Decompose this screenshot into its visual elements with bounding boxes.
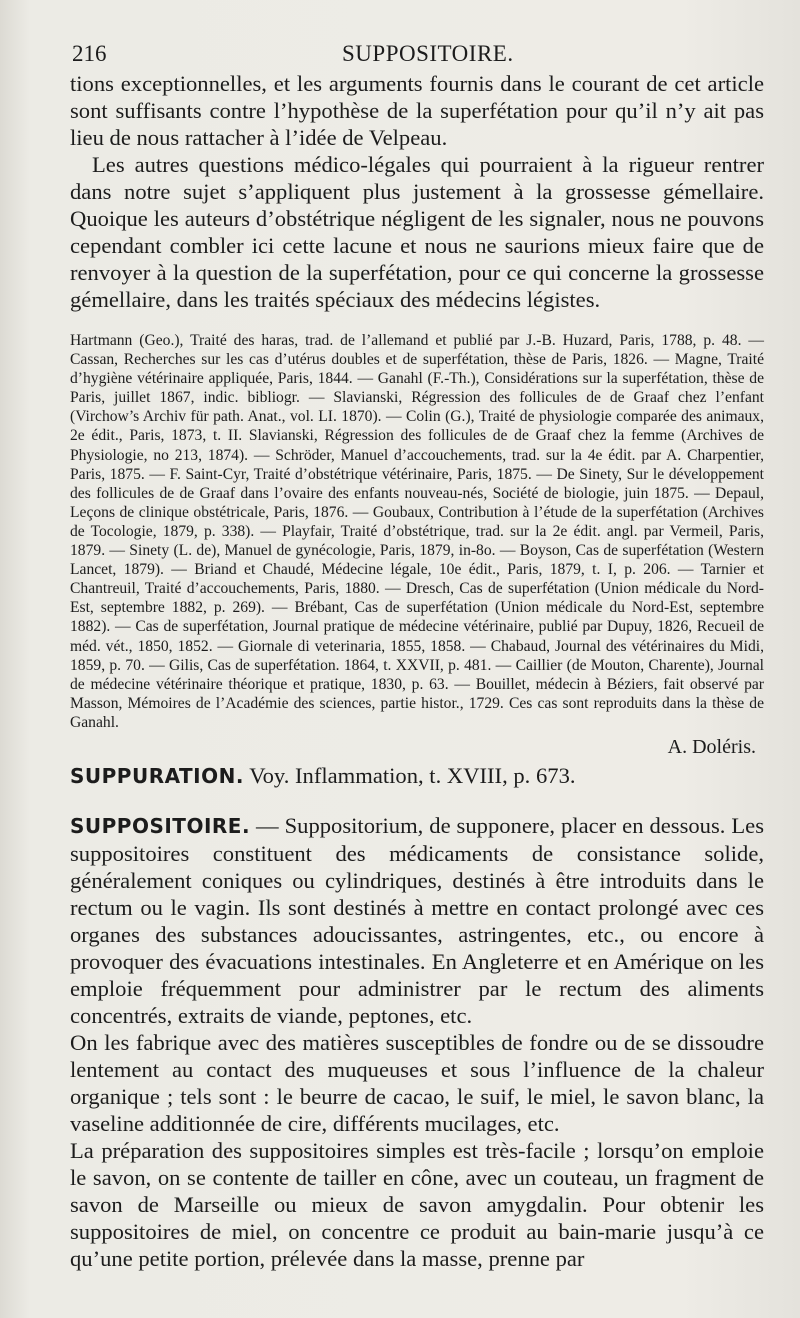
headword-suppositoire: SUPPOSITOIRE. bbox=[70, 813, 251, 838]
entry-suppositoire-paragraph-1 bbox=[70, 812, 764, 1029]
author-signature: A. Doléris. bbox=[667, 735, 756, 758]
running-title: SUPPOSITOIRE. bbox=[342, 41, 514, 66]
entry-suppositoire bbox=[70, 812, 764, 1272]
intro-text bbox=[70, 70, 764, 313]
headword-suppuration: SUPPURATION. bbox=[70, 763, 244, 788]
entry-suppuration-text: Voy. Inflammation, t. XVIII, p. 673. bbox=[249, 762, 576, 788]
bibliography: Hartmann (Geo.), Traité des haras, trad. de l’allemand et publié par J.-B. Huzard, Paris, 1788, p. 48. — Cassan, Recherches sur les cas d’utérus doubles et de superfétation, thèse de Paris, 1826. — Magne, Traité d’hygiène vétérinaire appliquée, Paris, 1844. — Ganahl (F.-Th.), Considérations sur la superfétation, thèse de Paris, juillet 1867, indic. bibliogr. — Slavianski, Régression des follicules de de Graaf chez l’enfant (Virchow’s Archiv für path. Anat., vol. LI. 1870). — Colin (G.), Traité de physiologie comparée des animaux, 2e édit., Paris, 1873, t. II. Slavianski, Régression des follicules de de Graaf chez la femme (Archives de Physiologie, no 213, 1874). — Schröder, Manuel d’accouchements, trad. sur la 4e édit. par A. Charpentier, Paris, 1875. — F. Saint-Cyr, Traité d’obstétrique vétérinaire, Paris, 1875. — De Sinety, Sur le développement des follicules de de Graaf dans l’ovaire des enfants nouveau-nés, Société de biologie, juin 1875. — Depaul, Leçons de clinique obstétricale, Paris, 1876. — Goubaux, Contribution à l’étude de la superfétation (Archives de Tocologie, 1879, p. 338). — Playfair, Traité d’obstétrique, trad. sur la 2e édit. angl. par Vermeil, Paris, 1879. — Sinety (L. de), Manuel de gynécologie, Paris, 1879, in-8o. — Boyson, Cas de superfétation (Western Lancet, 1879). — Briand et Chaudé, Médecine légale, 10e édit., Paris, 1879, t. I, p. 206. — Tarnier et Chantreuil, Traité d’accouchements, Paris, 1880. — Dresch, Cas de superfétation (Union médicale du Nord-Est, septembre 1882, p. 269). — Brébant, Cas de superfétation (Union médicale du Nord-Est, septembre 1882). — Cas de superfétation, Journal pratique de médecine vétérinaire, publié par Dupuy, 1826, Recueil de méd. vét., 1850, 1852. — Giornale di veterinaria, 1855, 1858. — Chabaud, Journal des vétérinaires du Midi, 1859, p. 70. — Gilis, Cas de superfétation. 1864, t. XXVII, p. 481. — Caillier (de Mouton, Charente), Journal de médecine vétérinaire théorique et pratique, 1830, p. 63. — Bouillet, médecin à Béziers, fait observé par Masson, Mémoires de l’Académie des sciences, partie histor., 1729. Ces cas sont reproduits dans la thèse de Ganahl. bbox=[70, 332, 764, 731]
entry-suppositoire-paragraph-3: La préparation des suppositoires simples est très-facile ; lorsqu’on emploie le savon, on se contente de tailler en cône, avec un couteau, un fragment de savon de Marseille ou mieux de savon amygdalin. Pour obtenir les suppositoires de miel, on concentre ce produit au bain-marie jusqu’à ce qu’une petite portion, prélevée dans la masse, prenne par bbox=[70, 1137, 764, 1271]
entry-suppositoire-text-1: — Suppositorium, de supponere, placer en dessous. Les suppositoires constituent des médicaments de consistance solide, généralement coniques ou cylindriques, destinés à être introduits dans le rectum ou le vagin. Ils sont destinés à mettre en contact prolongé avec ces organes des substances adoucissantes, astringentes, etc., ou encore à provoquer des évacuations intestinales. En Angleterre et en Amérique on les emploie fréquemment pour administrer par le rectum des aliments concentrés, extraits de viande, peptones, etc. bbox=[70, 812, 764, 1028]
entry-suppositoire-paragraph-2: On les fabrique avec des matières susceptibles de fondre ou de se dissoudre lentement au contact des muqueuses et sous l’influence de la chaleur organique ; tels sont : le beurre de cacao, le suif, le miel, le savon blanc, la vaseline additionnée de cire, différents mucilages, etc. bbox=[70, 1029, 764, 1136]
page-number: 216 bbox=[72, 41, 107, 66]
intro-paragraph-1: tions exceptionnelles, et les arguments fournis dans le courant de cet article sont suffisants contre l’hypothèse de la superfétation pour qu’il n’y ait pas lieu de nous rattacher à l’idée de Velpeau. bbox=[70, 71, 764, 150]
intro-paragraph-2: Les autres questions médico-légales qui pourraient à la rigueur rentrer dans notre sujet s’appliquent plus justement à la grossesse gémellaire. Quoique les auteurs d’obstétrique négligent de les signaler, nous ne pouvons cependant combler ici cette lacune et nous ne saurions mieux faire que de renvoyer à la question de la superfétation, pour ce qui concerne la grossesse gémellaire, dans les traités spéciaux des médecins légistes. bbox=[70, 152, 764, 312]
running-head bbox=[72, 40, 764, 68]
entry-suppuration bbox=[70, 762, 764, 790]
